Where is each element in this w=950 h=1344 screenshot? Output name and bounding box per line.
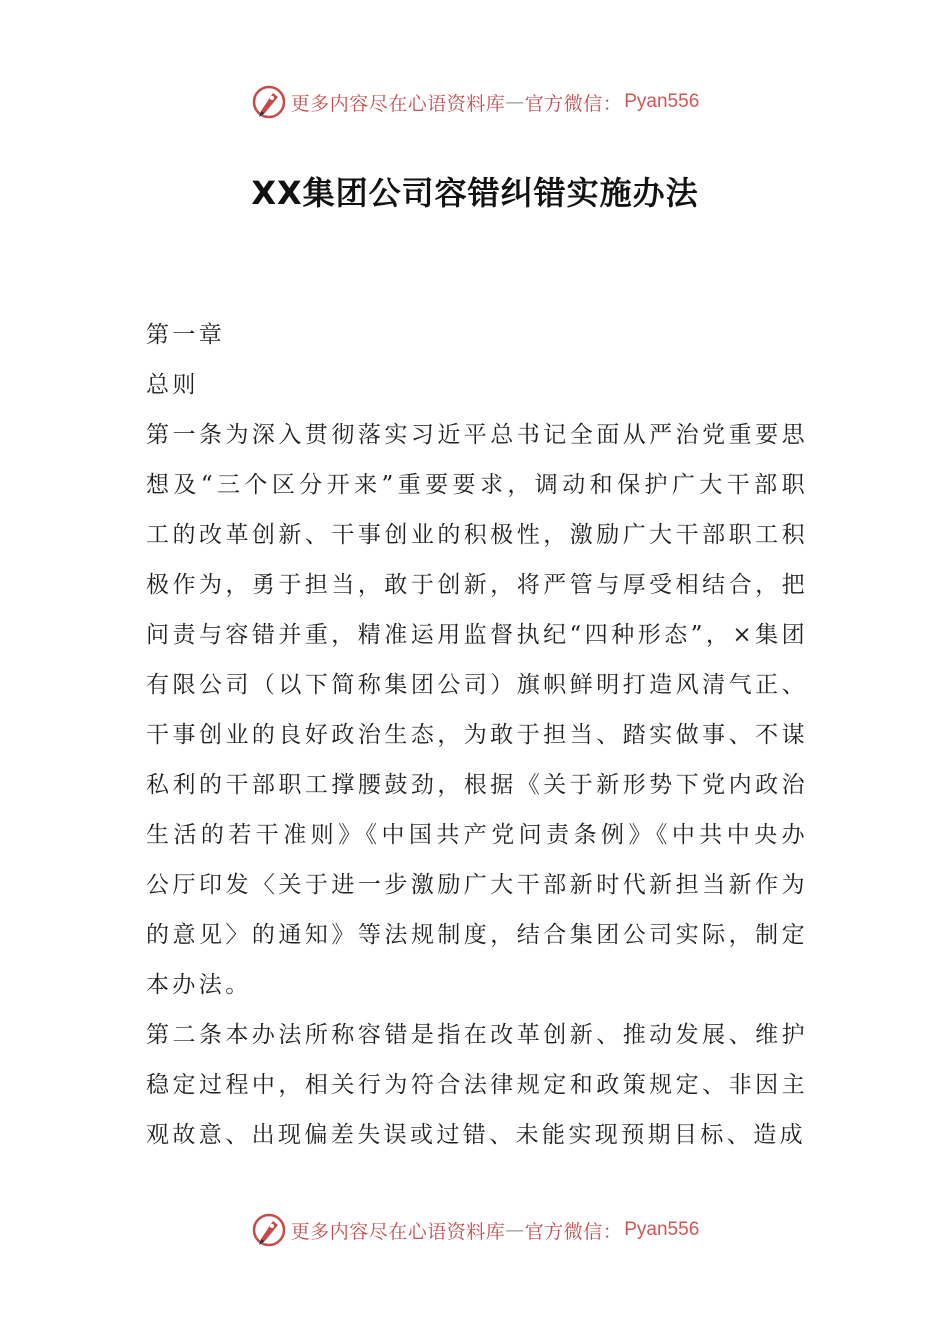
- banner-dash: —: [505, 1219, 525, 1241]
- chapter-title: 总则: [146, 372, 199, 398]
- banner-dash: —: [505, 91, 525, 113]
- pen-nib-logo-icon: [251, 1212, 287, 1248]
- banner-text: 更多内容尽在心语资料库: [290, 1220, 506, 1243]
- pen-nib-logo-icon: [251, 84, 287, 120]
- article-1: 第一条为深入贯彻落实习近平总书记全面从严治党重要思想及“三个区分开来”重要要求，调动和保护广大干部职工的改革创新、干事创业的积极性，激励广大干部职工积极作为，勇于担当，敢于创新，将严管与厚受相结合，把问责与容错并重，精准运用监督执纪“四种形态”，×集团有限公司（以下简称集团公司）旗帜鲜明打造风清气正、干事创业的良好政治生态，为敢于担当、踏实做事、不谋私利的干部职工撑腰鼓劲，根据《关于新形势下党内政治生活的若干准则》《中国共产党问责条例》《中共中央办公厅印发〈关于进一步激励广大干部新时代新担当新作为的意见〉的通知》等法规制度，结合集团公司实际，制定本办法。: [146, 422, 808, 998]
- footer-banner: [0, 1208, 950, 1252]
- chapter-heading: 第一章: [146, 322, 226, 348]
- header-banner: [0, 80, 950, 124]
- banner-wechat-id: Pyan556: [624, 91, 700, 112]
- document-body: [146, 310, 808, 1160]
- banner-wechat-label: 官方微信：: [524, 1220, 623, 1243]
- banner-text: 更多内容尽在心语资料库: [290, 92, 506, 115]
- document-title: XX集团公司容错纠错实施办法: [251, 174, 699, 212]
- article-2: 第二条本办法所称容错是指在改革创新、推动发展、维护稳定过程中，相关行为符合法律规定和政策规定、非因主观故意、出现偏差失误或过错、未能实现预期目标、造成: [146, 1022, 808, 1148]
- banner-wechat-id: Pyan556: [624, 1219, 700, 1240]
- banner-wechat-label: 官方微信：: [524, 92, 623, 115]
